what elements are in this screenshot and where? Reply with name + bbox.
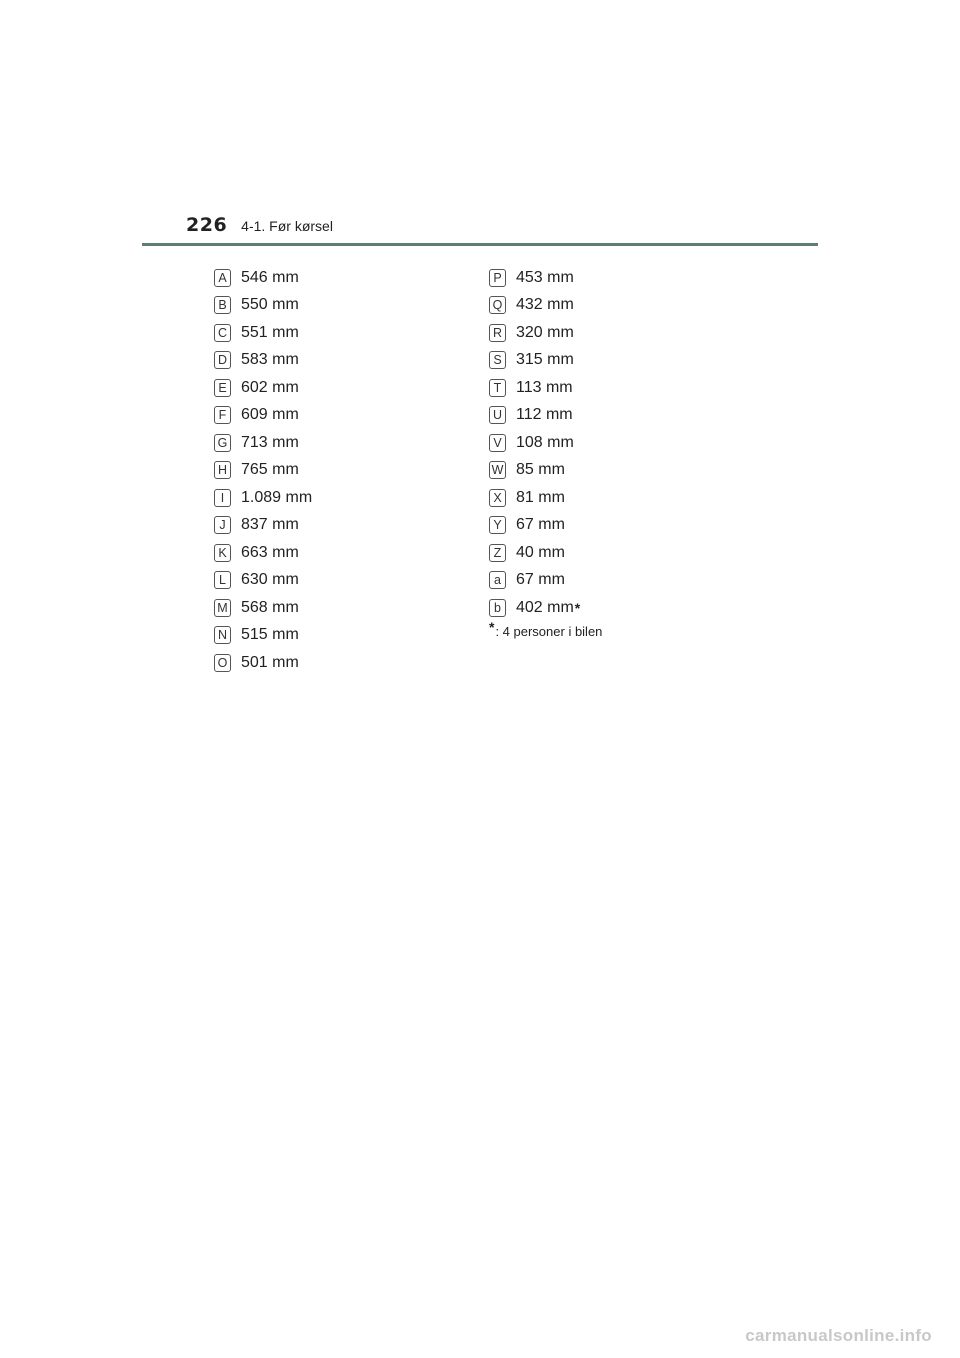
list-item	[489, 402, 602, 430]
letter-badge: X	[489, 489, 506, 507]
letter-badge: A	[214, 269, 231, 287]
letter-badge: S	[489, 351, 506, 369]
dimension-value: 568 mm	[241, 598, 299, 616]
list-item	[489, 484, 602, 512]
dimension-value: 583 mm	[241, 351, 299, 369]
dimension-value: 402 mm	[516, 598, 574, 616]
letter-badge: E	[214, 379, 231, 397]
letter-badge: W	[489, 461, 506, 479]
watermark-brand: carmanualsonline.info	[745, 1326, 932, 1345]
dimension-value: 602 mm	[241, 378, 299, 396]
letter-badge: N	[214, 626, 231, 644]
section-title: 4-1. Før kørsel	[241, 218, 333, 234]
page-header	[186, 214, 333, 236]
list-item	[489, 319, 602, 347]
dimension-value: 432 mm	[516, 296, 574, 314]
dimension-value: 609 mm	[241, 406, 299, 424]
letter-badge: I	[214, 489, 231, 507]
letter-badge: D	[214, 351, 231, 369]
letter-badge: T	[489, 379, 506, 397]
header-divider	[142, 243, 818, 246]
dimension-value: 67 mm	[516, 516, 565, 534]
dimension-value: 108 mm	[516, 433, 574, 451]
list-item	[489, 539, 602, 567]
list-item	[214, 319, 312, 347]
letter-badge: C	[214, 324, 231, 342]
list-item	[214, 649, 312, 677]
dimension-value: 713 mm	[241, 433, 299, 451]
letter-badge: Q	[489, 296, 506, 314]
letter-badge: U	[489, 406, 506, 424]
letter-badge: Z	[489, 544, 506, 562]
letter-badge: b	[489, 599, 506, 617]
letter-badge: G	[214, 434, 231, 452]
list-item: b 402 mm *	[489, 594, 602, 622]
dimension-value: 320 mm	[516, 323, 574, 341]
letter-badge: M	[214, 599, 231, 617]
dimension-value: 663 mm	[241, 543, 299, 561]
list-item	[489, 347, 602, 375]
list-item	[489, 264, 602, 292]
letter-badge: Y	[489, 516, 506, 534]
list-item	[489, 567, 602, 595]
list-item	[489, 374, 602, 402]
list-item	[214, 264, 312, 292]
letter-badge: F	[214, 406, 231, 424]
dimension-value: 112 mm	[516, 406, 573, 424]
dimension-value: 630 mm	[241, 571, 299, 589]
dimension-value: 837 mm	[241, 516, 299, 534]
dimension-value: 67 mm	[516, 571, 565, 589]
letter-badge: V	[489, 434, 506, 452]
list-item	[489, 512, 602, 540]
list-item	[214, 539, 312, 567]
dimension-value: 546 mm	[241, 268, 299, 286]
dimension-value: 551 mm	[241, 323, 299, 341]
page-number: 226	[186, 214, 228, 236]
list-item	[214, 457, 312, 485]
list-item	[214, 429, 312, 457]
letter-badge: P	[489, 269, 506, 287]
dimension-list-left	[214, 264, 312, 677]
dimension-value: 113 mm	[516, 378, 573, 396]
list-item	[214, 622, 312, 650]
letter-badge: R	[489, 324, 506, 342]
list-item	[214, 374, 312, 402]
dimension-value: 40 mm	[516, 543, 565, 561]
letter-badge: L	[214, 571, 231, 589]
dimension-value: 515 mm	[241, 626, 299, 644]
dimension-value: 453 mm	[516, 268, 574, 286]
dimension-value: 550 mm	[241, 296, 299, 314]
list-item	[214, 512, 312, 540]
footnote	[489, 618, 603, 640]
letter-badge: H	[214, 461, 231, 479]
letter-badge: a	[489, 571, 506, 589]
list-item	[214, 402, 312, 430]
list-item	[214, 484, 312, 512]
letter-badge: B	[214, 296, 231, 314]
list-item	[214, 292, 312, 320]
dimension-value: 85 mm	[516, 461, 565, 479]
list-item	[214, 567, 312, 595]
dimension-value: 501 mm	[241, 653, 299, 671]
list-item	[489, 457, 602, 485]
footnote-text: : 4 personer i bilen	[495, 623, 603, 639]
letter-badge: K	[214, 544, 231, 562]
list-item	[489, 429, 602, 457]
footnote-star: *	[489, 618, 495, 635]
dimension-value: 1.089 mm	[241, 488, 313, 506]
dimension-list-right	[489, 264, 602, 640]
list-item	[214, 594, 312, 622]
letter-badge: O	[214, 654, 231, 672]
dimension-value: 81 mm	[516, 488, 565, 506]
dimension-value: 315 mm	[516, 351, 574, 369]
list-item	[489, 292, 602, 320]
dimension-value: 765 mm	[241, 461, 299, 479]
letter-badge: J	[214, 516, 231, 534]
list-item	[214, 347, 312, 375]
